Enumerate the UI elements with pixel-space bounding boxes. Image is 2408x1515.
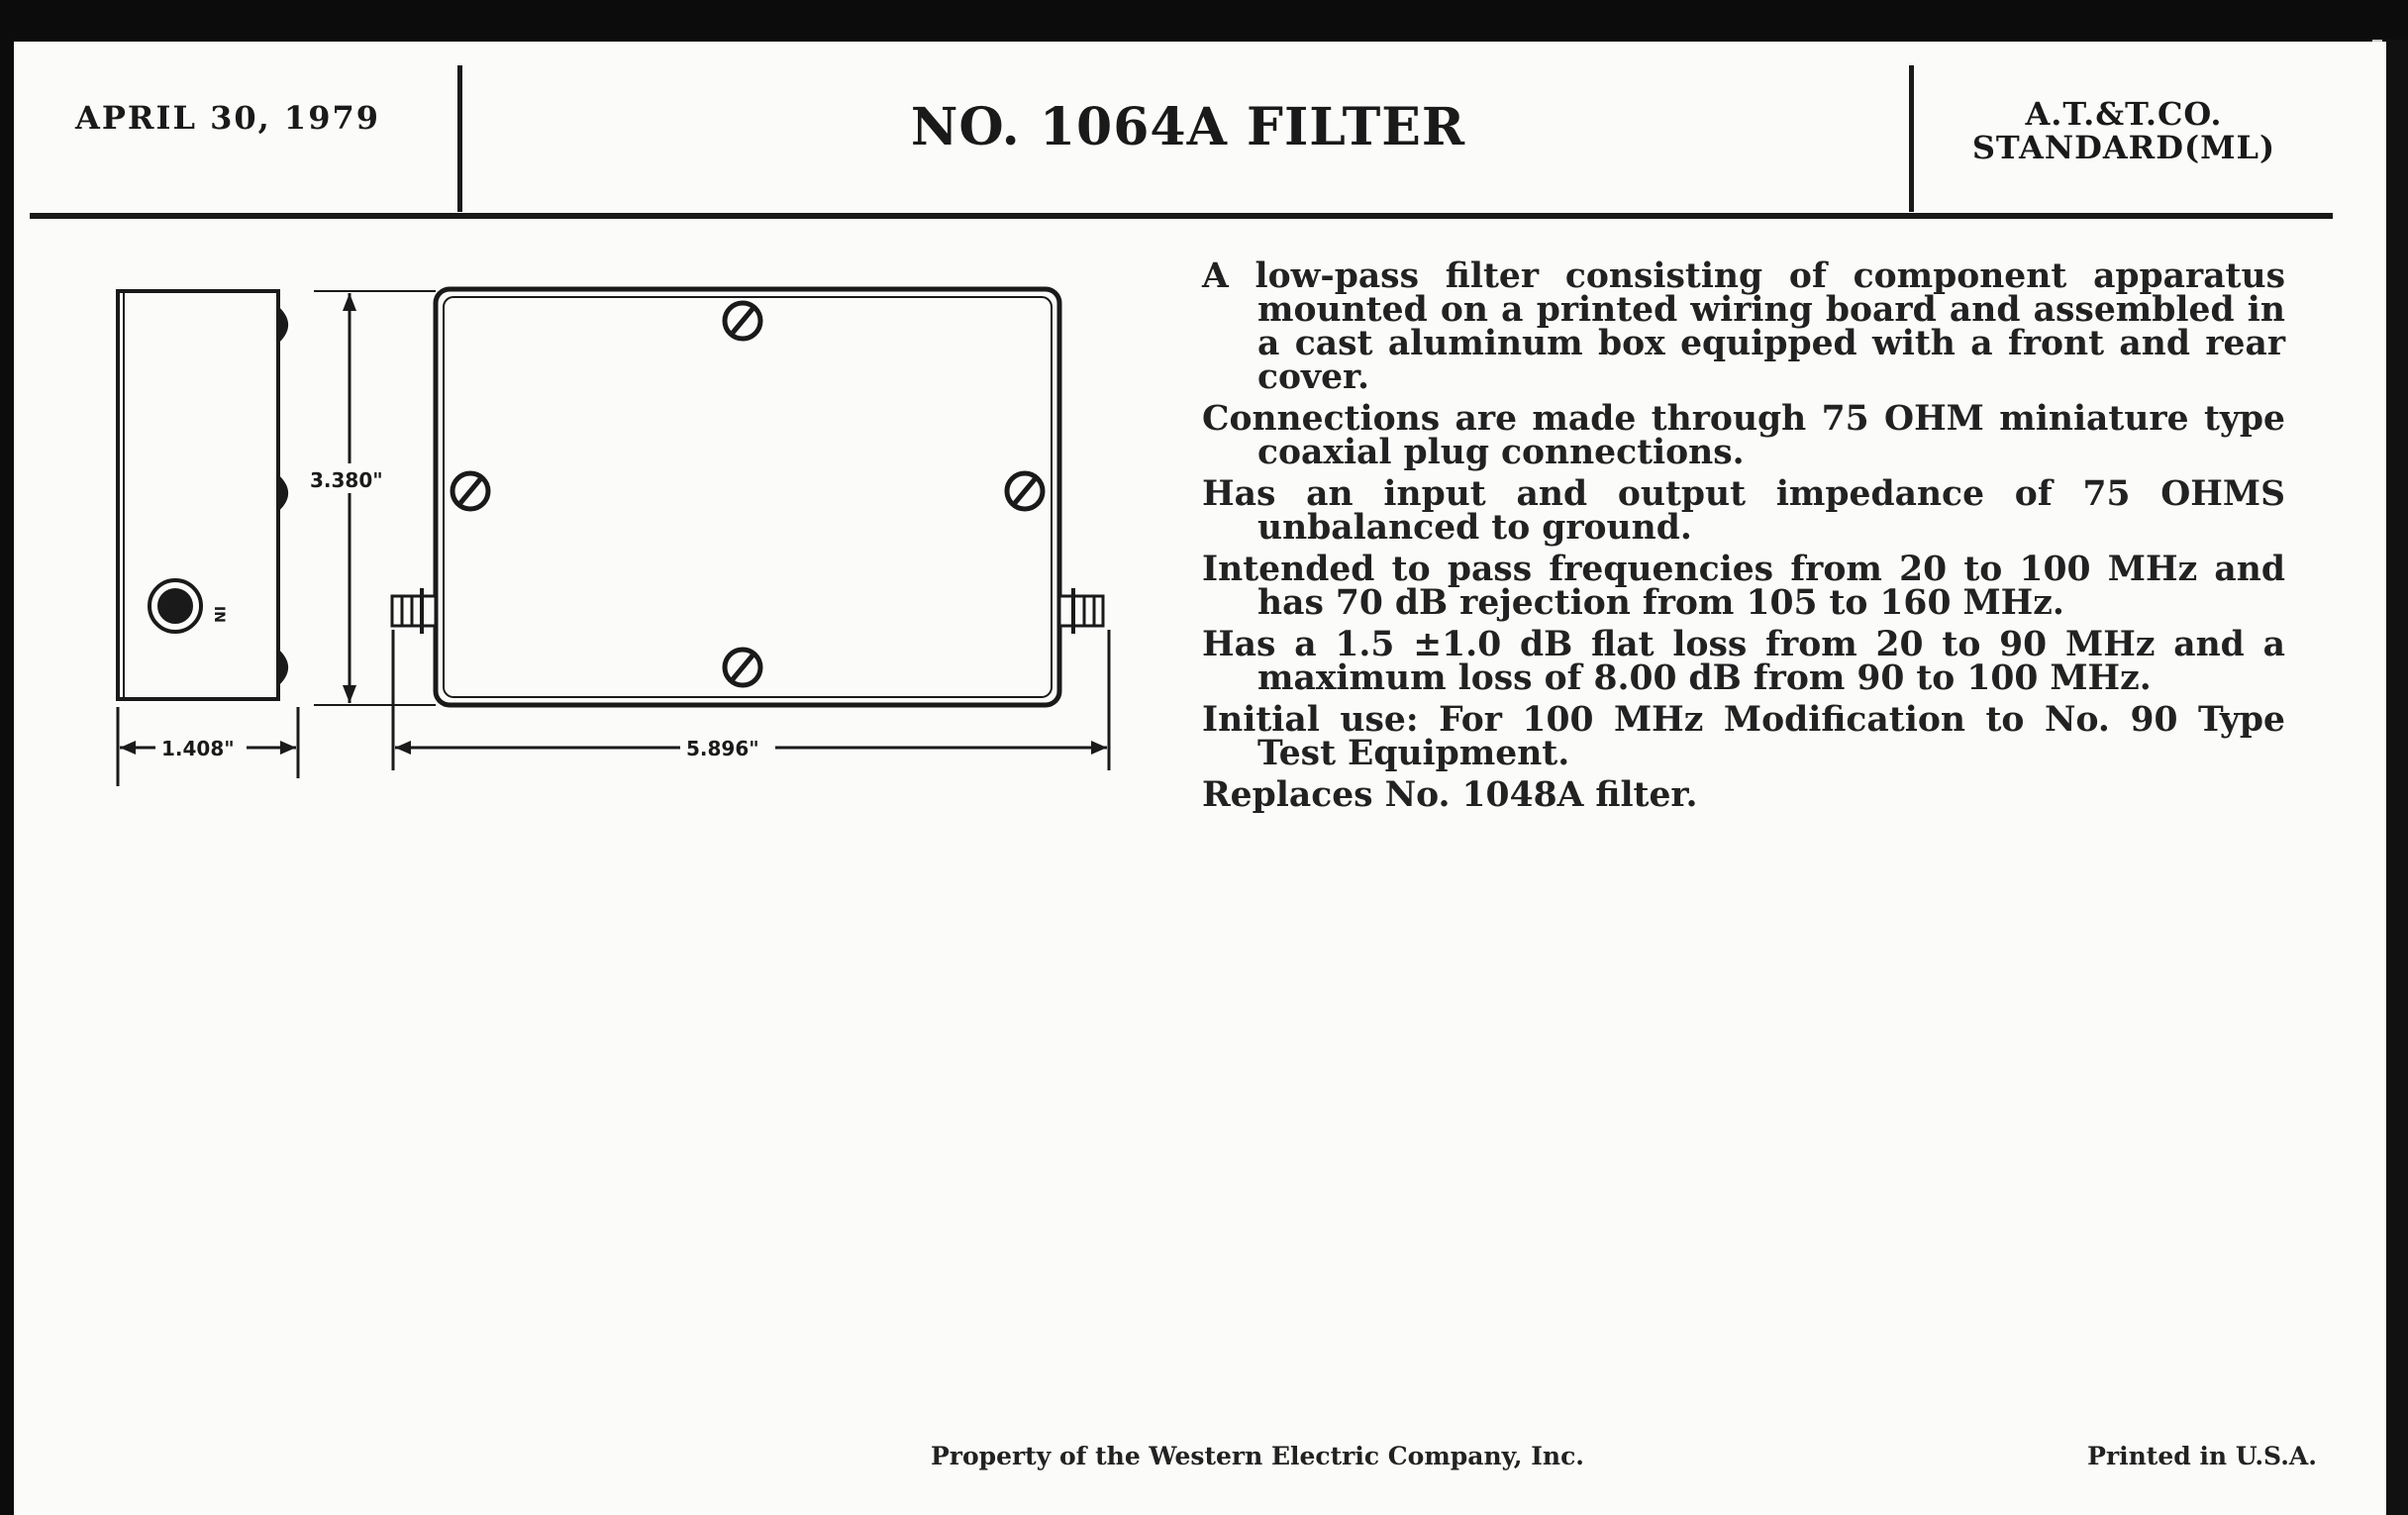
standard-line-2: STANDARD(ML) [1971, 129, 2276, 166]
description-paragraph: A low-pass filter consisting of component apparatus mounted on a printed wiring board and assembled in a cast aluminum box equipped with a front and rear cover. [1202, 256, 2285, 397]
depth-dimension [118, 707, 298, 786]
height-dimension [308, 291, 436, 705]
header-rule [30, 213, 2333, 219]
height-dimension-label: 3.380" [310, 468, 383, 492]
description-paragraph: Connections are made through 75 OHM miniature type coaxial plug connections. [1202, 399, 2285, 472]
depth-dimension-label: 1.408" [161, 737, 235, 760]
description-paragraph: Has an input and output impedance of 75 OHMS unbalanced to ground. [1202, 474, 2285, 548]
output-connector [1059, 588, 1103, 634]
footer-printed: Printed in U.S.A. [2087, 1442, 2317, 1470]
description-paragraph: Intended to pass frequencies from 20 to 100 MHz and has 70 dB rejection from 105 to 160 MHz. [1202, 550, 2285, 623]
standard-line-1: A.T.&T.CO. [2025, 95, 2223, 133]
header-date: APRIL 30, 1979 [75, 99, 380, 137]
input-connector [392, 588, 436, 634]
page-title: NO. 1064A FILTER [910, 97, 1466, 157]
header-standard [1926, 97, 2322, 164]
width-dimension-label: 5.896" [686, 737, 759, 760]
side-marking: IN [211, 606, 227, 623]
description-paragraph: Replaces No. 1048A filter. [1202, 775, 1698, 815]
header-divider-left [457, 65, 462, 212]
footer-property: Property of the Western Electric Company, Inc. [930, 1442, 1584, 1470]
description-paragraph: Has a 1.5 ±1.0 dB flat loss from 20 to 90 MHz and a maximum loss of 8.00 dB from 90 to 100 MHz. [1202, 625, 2285, 698]
filter-drawing [94, 269, 1144, 804]
side-view [118, 291, 286, 699]
description [1202, 256, 2285, 820]
description-paragraph: Initial use: For 100 MHz Modification to No. 90 Type Test Equipment. [1202, 700, 2285, 773]
front-view [392, 289, 1103, 705]
